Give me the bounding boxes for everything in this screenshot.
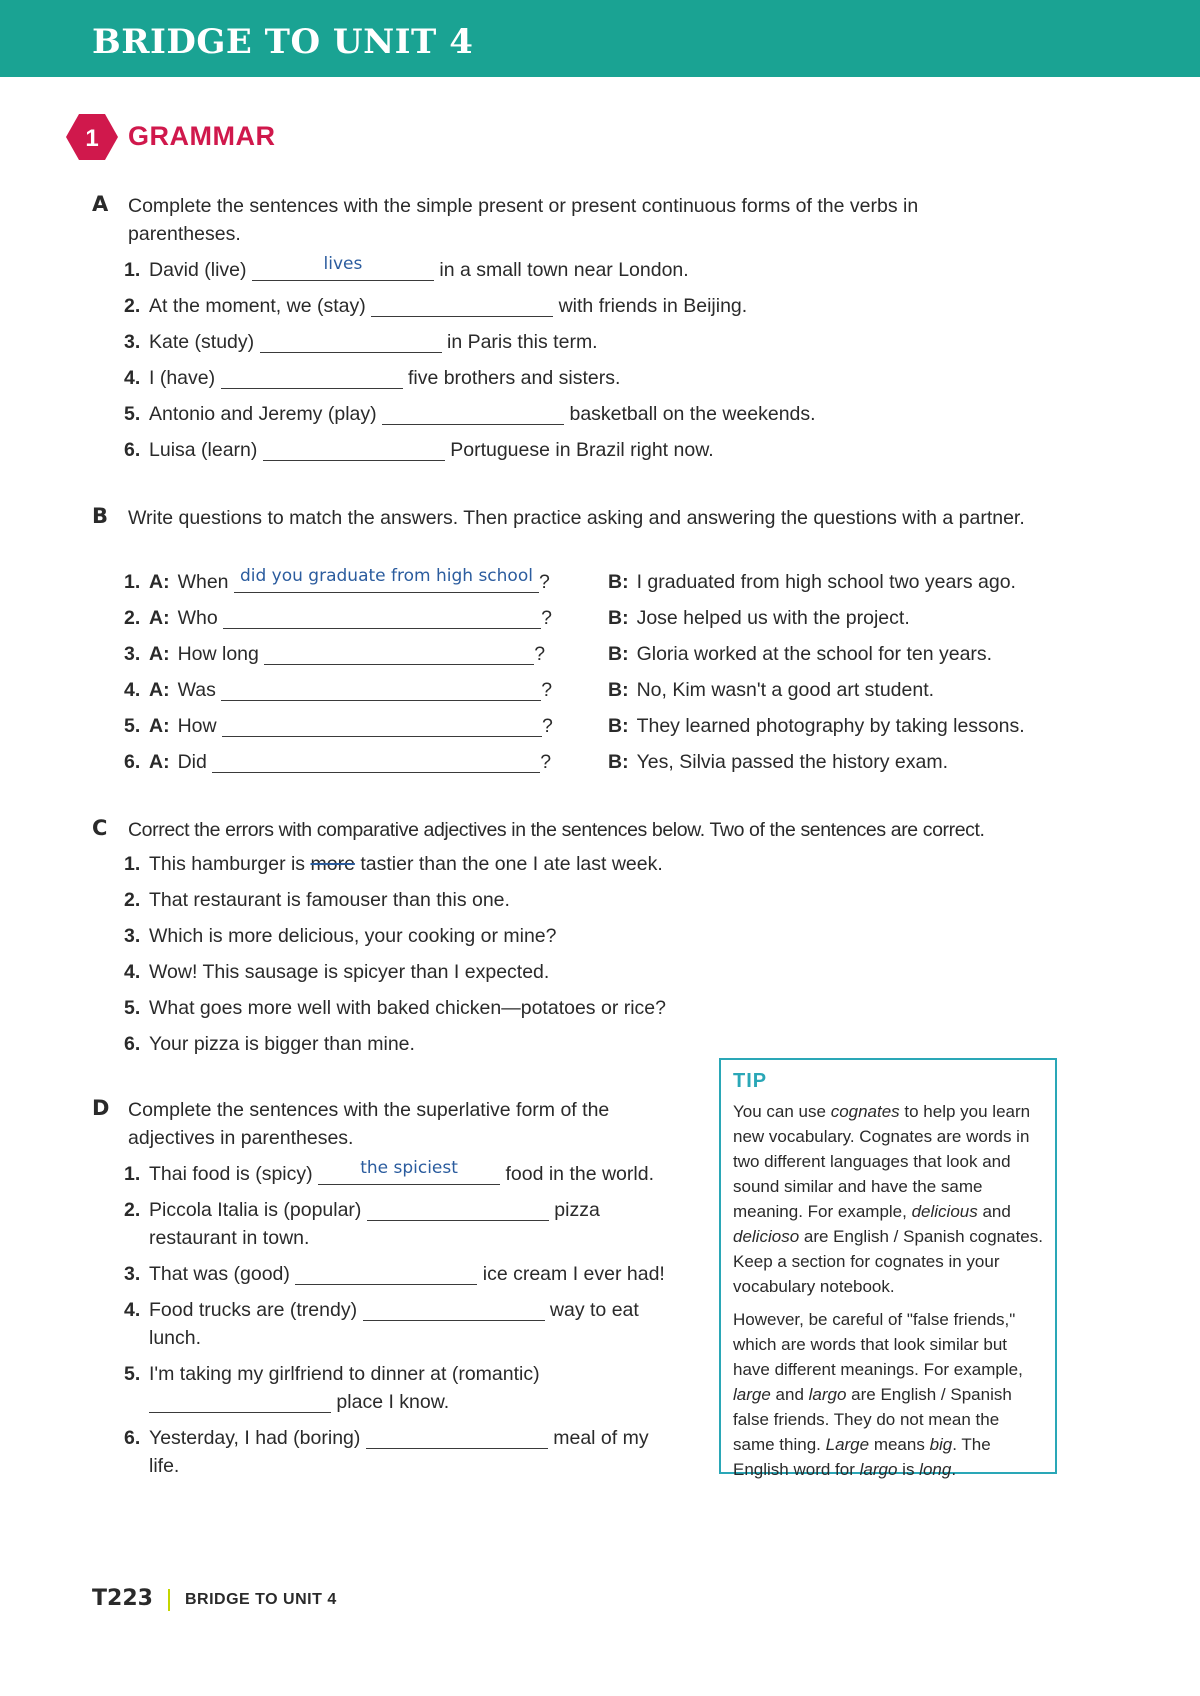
item-number: 1. <box>124 1163 141 1185</box>
speaker-b-label: B: <box>608 571 629 593</box>
answer-blank[interactable] <box>363 1299 545 1321</box>
item-number: 2. <box>124 889 141 911</box>
item-continuation: five brothers and sisters. <box>407 367 621 389</box>
answer-blank[interactable] <box>260 331 442 353</box>
footer-label: BRIDGE TO UNIT 4 <box>185 1591 337 1608</box>
item-number: 5. <box>124 997 141 1019</box>
item-continuation: food in the world. <box>505 1163 654 1185</box>
item-continuation: basketball on the weekends. <box>569 403 816 425</box>
answer-blank[interactable] <box>149 1391 331 1413</box>
item-text-end: tastier than the one I ate last week. <box>360 853 663 875</box>
question-word: How long <box>177 643 259 665</box>
answer-blank[interactable] <box>367 1199 549 1221</box>
exercise-a-instruction: Complete the sentences with the simple present or present continuous forms of the verbs in parentheses. <box>128 195 919 245</box>
speaker-a-label: A: <box>149 643 170 665</box>
item-text: Which is more delicious, your cooking or mine? <box>149 925 557 947</box>
struck-word: more <box>310 853 355 875</box>
speaker-a-label: A: <box>149 607 170 629</box>
footer-divider <box>168 1589 170 1611</box>
answer-text: They learned photography by taking lessons. <box>636 715 1025 737</box>
exercise-b-instruction: Write questions to match the answers. Then practice asking and answering the questions with a partner. <box>128 507 1025 529</box>
exercise-a-item-2 <box>124 292 747 320</box>
item-prompt: Food trucks are (trendy) <box>149 1299 358 1321</box>
exercise-b-question-5: 5. A: How ? <box>124 712 553 740</box>
exercise-d-item-4 <box>124 1296 679 1352</box>
speaker-a-label: A: <box>149 571 170 593</box>
item-number: 4. <box>124 961 141 983</box>
speaker-b-label: B: <box>608 643 629 665</box>
handwritten-answer: the spiciest <box>360 1158 458 1178</box>
exercise-a-item-5 <box>124 400 816 428</box>
item-number: 5. <box>124 1363 141 1385</box>
item-text: What goes more well with baked chicken—potatoes or rice? <box>149 997 666 1019</box>
answer-text: Yes, Silvia passed the history exam. <box>636 751 949 773</box>
item-number: 2. <box>124 1199 141 1221</box>
exercise-b-answer-1 <box>608 568 1016 596</box>
exercise-c-item-2 <box>124 886 510 914</box>
answer-blank[interactable] <box>234 566 539 593</box>
exercise-d-item-1 <box>124 1160 699 1188</box>
answer-text: I graduated from high school two years ago. <box>636 571 1016 593</box>
speaker-b-label: B: <box>608 751 629 773</box>
item-number: 3. <box>124 925 141 947</box>
speaker-b-label: B: <box>608 679 629 701</box>
item-continuation: meal of my life. <box>149 1427 649 1477</box>
exercise-b-question-6: 6. A: Did ? <box>124 748 551 776</box>
speaker-a-label: A: <box>149 679 170 701</box>
item-continuation: with friends in Beijing. <box>558 295 748 317</box>
speaker-b-label: B: <box>608 607 629 629</box>
item-number: 6. <box>124 1033 141 1055</box>
item-number: 6. <box>124 1427 141 1449</box>
answer-blank[interactable] <box>295 1263 477 1285</box>
item-number: 3. <box>124 1263 141 1285</box>
item-prompt: Kate (study) <box>149 331 255 353</box>
answer-text: Gloria worked at the school for ten years. <box>636 643 993 665</box>
answer-blank[interactable] <box>318 1158 500 1185</box>
exercise-c-item-5 <box>124 994 666 1022</box>
exercise-a-item-1 <box>124 256 689 284</box>
exercise-b-question-2: 2. A: Who ? <box>124 604 552 632</box>
item-prompt: At the moment, we (stay) <box>149 295 366 317</box>
page-title: BRIDGE TO UNIT 4 <box>92 22 474 62</box>
question-word: How <box>177 715 217 737</box>
answer-text: No, Kim wasn't a good art student. <box>636 679 935 701</box>
item-number: 6. <box>124 439 141 461</box>
item-continuation: in Paris this term. <box>446 331 598 353</box>
item-number: 1. <box>124 259 141 281</box>
exercise-b-letter: B <box>92 504 109 528</box>
item-prompt: That was (good) <box>149 1263 290 1285</box>
tip-paragraph-1: You can use cognates to help you learn new vocabulary. Cognates are words in two different languages that look and sound similar and have the same meaning. For example, delicious and delicioso are English / Spanish cognates. Keep a section for cognates in your vocabulary notebook. <box>733 1102 1043 1296</box>
item-text: That restaurant is famouser than this one. <box>149 889 510 911</box>
exercise-d-item-2 <box>124 1196 644 1252</box>
exercise-b-answer-6 <box>608 748 948 776</box>
item-prompt: Antonio and Jeremy (play) <box>149 403 377 425</box>
item-text-start: This hamburger is <box>149 853 306 875</box>
item-number: 2. <box>124 607 141 629</box>
item-number: 4. <box>124 1299 141 1321</box>
item-continuation: place I know. <box>336 1391 450 1413</box>
item-continuation: in a small town near London. <box>439 259 689 281</box>
handwritten-answer: did you graduate from high school <box>239 566 533 586</box>
item-prompt: Yesterday, I had (boring) <box>149 1427 361 1449</box>
exercise-a-item-3 <box>124 328 598 356</box>
exercise-d-item-5 <box>124 1360 594 1416</box>
exercise-b-answer-5 <box>608 712 1025 740</box>
answer-blank[interactable] <box>221 679 541 701</box>
tip-paragraph-2: However, be careful of "false friends," which are words that look similar but have different meanings. For example, large and largo are English / Spanish false friends. They do not mean the same thing. Large means big. The English word for largo is long. <box>733 1310 1023 1479</box>
item-prompt: Thai food is (spicy) <box>149 1163 313 1185</box>
exercise-b-question-1: 1. A: When did you graduate from high school ? <box>124 568 550 596</box>
item-number: 2. <box>124 295 141 317</box>
exercise-d-instruction: Complete the sentences with the superlative form of the adjectives in parentheses. <box>128 1099 610 1149</box>
item-number: 4. <box>124 679 141 701</box>
exercise-a-item-6 <box>124 436 714 464</box>
item-number: 5. <box>124 403 141 425</box>
answer-blank[interactable] <box>222 715 542 737</box>
question-word: When <box>177 571 229 593</box>
exercise-d-letter: D <box>92 1096 110 1120</box>
item-text: Wow! This sausage is spicyer than I expected. <box>149 961 550 983</box>
item-number: 4. <box>124 367 141 389</box>
speaker-a-label: A: <box>149 715 170 737</box>
answer-text: Jose helped us with the project. <box>636 607 910 629</box>
item-prompt: David (live) <box>149 259 247 281</box>
exercise-c-letter: C <box>92 816 108 840</box>
answer-blank[interactable] <box>371 295 553 317</box>
item-prompt: I (have) <box>149 367 216 389</box>
item-continuation: ice cream I ever had! <box>482 1263 665 1285</box>
header-bar <box>0 0 1200 77</box>
section-title: GRAMMAR <box>128 121 276 151</box>
answer-blank[interactable] <box>223 607 541 629</box>
section-number-badge-icon <box>66 114 118 160</box>
exercise-a-item-4 <box>124 364 620 392</box>
question-word: Who <box>177 607 218 629</box>
item-text: Your pizza is bigger than mine. <box>149 1033 415 1055</box>
exercise-b-question-3: 3. A: How long ? <box>124 640 545 668</box>
tip-title: TIP <box>733 1070 768 1092</box>
answer-blank[interactable] <box>264 643 534 665</box>
item-number: 1. <box>124 853 141 875</box>
exercise-c-item-4 <box>124 958 549 986</box>
exercise-c-item-3 <box>124 922 557 950</box>
answer-blank[interactable] <box>382 403 564 425</box>
handwritten-answer: lives <box>323 254 363 274</box>
exercise-b-answer-2 <box>608 604 910 632</box>
item-continuation: pizza restaurant in town. <box>149 1199 600 1249</box>
answer-blank[interactable] <box>263 439 445 461</box>
tip-box <box>719 1058 1057 1479</box>
exercise-d-item-3 <box>124 1260 709 1288</box>
item-number: 5. <box>124 715 141 737</box>
item-continuation: way to eat lunch. <box>149 1299 639 1349</box>
question-word: Did <box>177 751 207 773</box>
exercise-b-answer-4 <box>608 676 934 704</box>
question-word: Was <box>177 679 216 701</box>
item-number: 3. <box>124 643 141 665</box>
exercise-c-item-6 <box>124 1030 415 1058</box>
exercise-a-letter: A <box>92 192 109 216</box>
item-continuation: Portuguese in Brazil right now. <box>450 439 714 461</box>
exercise-b-answer-3 <box>608 640 992 668</box>
item-number: 3. <box>124 331 141 353</box>
item-prompt: Luisa (learn) <box>149 439 258 461</box>
exercise-b-question-4: 4. A: Was ? <box>124 676 552 704</box>
item-prompt: I'm taking my girlfriend to dinner at (romantic) <box>149 1363 540 1385</box>
item-number: 1. <box>124 571 141 593</box>
answer-blank[interactable] <box>212 751 540 773</box>
answer-blank[interactable] <box>366 1427 548 1449</box>
exercise-d-item-6 <box>124 1424 679 1480</box>
exercise-c-item-1 <box>124 850 663 878</box>
speaker-b-label: B: <box>608 715 629 737</box>
speaker-a-label: A: <box>149 751 170 773</box>
answer-blank[interactable] <box>221 367 403 389</box>
item-prompt: Piccola Italia is (popular) <box>149 1199 362 1221</box>
exercise-c-instruction: Correct the errors with comparative adjectives in the sentences below. Two of the sentences are correct. <box>128 819 985 841</box>
section-number: 1 <box>85 125 99 152</box>
item-number: 6. <box>124 751 141 773</box>
answer-blank[interactable] <box>252 254 434 281</box>
page-number: T223 <box>92 1586 153 1611</box>
